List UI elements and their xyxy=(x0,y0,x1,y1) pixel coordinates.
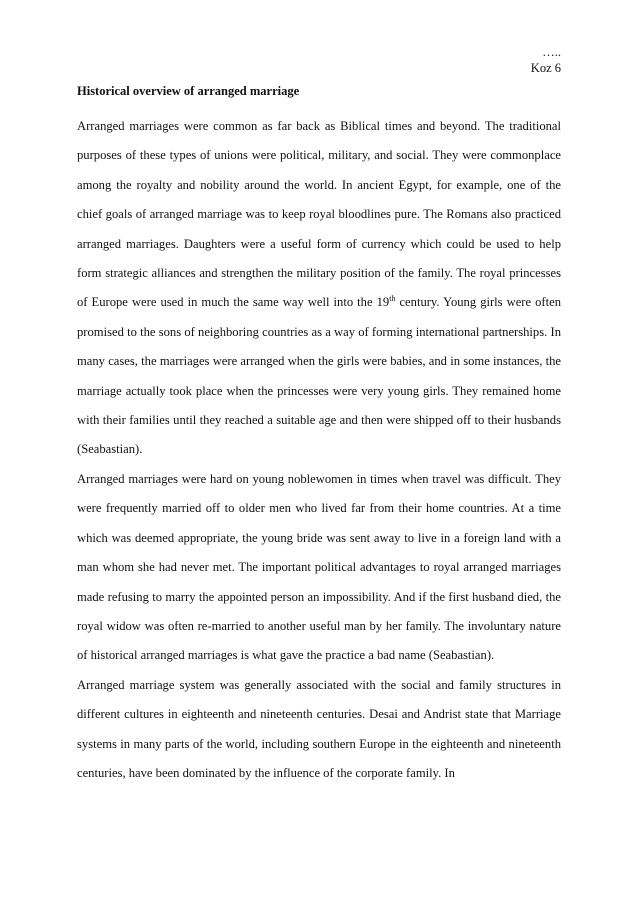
paragraph-1-text-a: Arranged marriages were common as far back as Biblical times and beyond. The traditional purposes of these types of unions were political, military, and social. They were commonplace among the royalty and nobility around the world. In ancient Egypt, for example, one of the chief goals of arranged marriage was to keep royal bloodlines pure. The Romans also practiced arranged marriages. Daughters were a useful form of currency which could be used to help form strategic alliances and strengthen the military position of the family. The royal princesses of Europe were used in much the same way well into the 19 xyxy=(77,119,561,310)
running-header xyxy=(60,44,561,76)
paragraph-1 xyxy=(77,112,561,465)
body-text xyxy=(77,112,561,788)
section-heading: Historical overview of arranged marriage xyxy=(77,84,300,98)
header-dots: ….. xyxy=(542,45,561,59)
ordinal-suffix: th xyxy=(389,294,396,304)
paragraph-2: Arranged marriages were hard on young noblewomen in times when travel was difficult. They were frequently married off to older men who lived far from their home countries. At a time which was deemed appropriate, the young bride was sent away to live in a foreign land with a man whom she had never met. The important political advantages to royal arranged marriages made refusing to marry the appointed person an impossibility. And if the first husband died, the royal widow was often re-married to another useful man by her family. The involuntary nature of historical arranged marriages is what gave the practice a bad name (Seabastian). xyxy=(77,471,561,663)
paragraph-1-text-b: century. Young girls were often promised to the sons of neighboring countries as a way of forming international partnerships. In many cases, the marriages were arranged when the girls were babies, and in some instances, the marriage actually took place when the princesses were very young girls. They remained home with their families until they reached a suitable age and then were shipped off to their husbands (Seabastian). xyxy=(77,295,562,457)
paragraph-3: Arranged marriage system was generally associated with the social and family structures in different cultures in eighteenth and nineteenth centuries. Desai and Andrist state that Marriage systems in many parts of the world, including southern Europe in the eighteenth and nineteenth centuries, have been dominated by the influence of the corporate family. In xyxy=(77,677,561,780)
page-number: Koz 6 xyxy=(530,61,561,75)
